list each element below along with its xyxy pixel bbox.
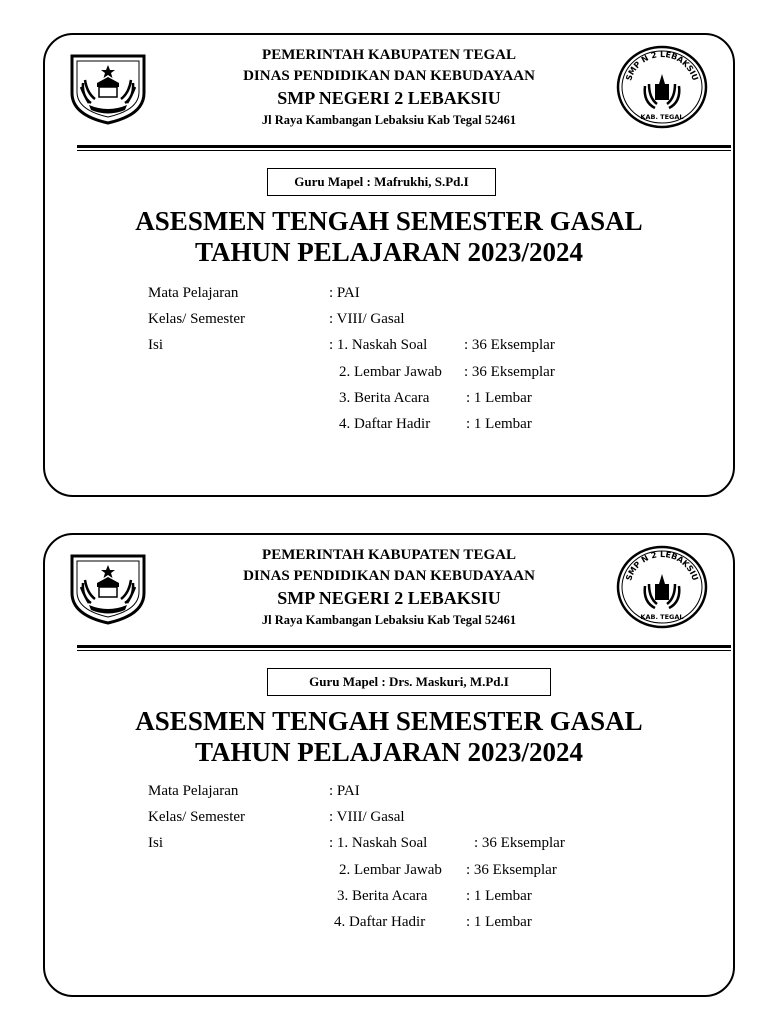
mapel-value: : PAI <box>329 783 360 799</box>
mapel-label: Mata Pelajaran <box>148 285 239 301</box>
letterhead-government: PEMERINTAH KABUPATEN TEGAL <box>262 47 516 63</box>
isi-label: Isi <box>148 835 163 851</box>
item-name: : 1. Naskah Soal <box>329 835 428 851</box>
seal-bottom-text: KAB. TEGAL <box>640 113 684 121</box>
isi-label: Isi <box>148 337 163 353</box>
seal-bottom-text: KAB. TEGAL <box>640 613 684 621</box>
item-qty: : 36 Eksemplar <box>474 835 565 851</box>
letterhead-address: Jl Raya Kambangan Lebaksiu Kab Tegal 52461 <box>261 113 517 127</box>
label-card-2 <box>43 533 735 997</box>
item-qty: : 1 Lembar <box>466 390 532 406</box>
item-name: 4. Daftar Hadir <box>334 914 426 930</box>
letterhead-rule-thick <box>77 145 731 148</box>
teacher-box: Guru Mapel : Drs. Maskuri, M.Pd.I <box>267 668 551 696</box>
exam-title-line1: ASESMEN TENGAH SEMESTER GASAL <box>135 206 643 236</box>
item-qty: : 36 Eksemplar <box>464 337 555 353</box>
letterhead-rule-thin <box>77 650 731 651</box>
exam-title <box>45 206 733 268</box>
letterhead-school-name: SMP NEGERI 2 LEBAKSIU <box>277 588 501 608</box>
kelas-value: : VIII/ Gasal <box>329 311 405 327</box>
mapel-value: : PAI <box>329 285 360 301</box>
exam-title-line1: ASESMEN TENGAH SEMESTER GASAL <box>135 706 643 736</box>
item-qty: : 36 Eksemplar <box>466 862 557 878</box>
kelas-label: Kelas/ Semester <box>148 311 246 327</box>
letterhead-department: DINAS PENDIDIKAN DAN KEBUDAYAAN <box>243 68 535 84</box>
item-name: 2. Lembar Jawab <box>339 862 442 878</box>
label-card-1 <box>43 33 735 497</box>
mapel-label: Mata Pelajaran <box>148 783 239 799</box>
seal-top-text: SMP N 2 LEBAKSIU <box>624 549 700 582</box>
item-qty: : 1 Lembar <box>466 914 532 930</box>
item-name: : 1. Naskah Soal <box>329 337 428 353</box>
kelas-value: : VIII/ Gasal <box>329 809 405 825</box>
item-name: 3. Berita Acara <box>337 888 428 904</box>
exam-title-line2: TAHUN PELAJARAN 2023/2024 <box>194 737 583 767</box>
item-qty: : 1 Lembar <box>466 888 532 904</box>
letterhead-department: DINAS PENDIDIKAN DAN KEBUDAYAAN <box>243 568 535 584</box>
exam-title-line2: TAHUN PELAJARAN 2023/2024 <box>194 237 583 267</box>
teacher-box: Guru Mapel : Mafrukhi, S.Pd.I <box>267 168 496 196</box>
exam-title <box>45 706 733 768</box>
letterhead-school-name: SMP NEGERI 2 LEBAKSIU <box>277 88 501 108</box>
kelas-label: Kelas/ Semester <box>148 809 246 825</box>
school-seal-icon <box>615 44 709 130</box>
item-qty: : 36 Eksemplar <box>464 364 555 380</box>
letterhead-address: Jl Raya Kambangan Lebaksiu Kab Tegal 52461 <box>261 613 517 627</box>
item-qty: : 1 Lembar <box>466 416 532 432</box>
letterhead-rule-thick <box>77 645 731 648</box>
seal-top-text: SMP N 2 LEBAKSIU <box>624 49 700 82</box>
item-name: 3. Berita Acara <box>339 390 430 406</box>
letterhead-government: PEMERINTAH KABUPATEN TEGAL <box>262 547 516 563</box>
letterhead-rule-thin <box>77 150 731 151</box>
item-name: 2. Lembar Jawab <box>339 364 442 380</box>
item-name: 4. Daftar Hadir <box>339 416 431 432</box>
school-seal-icon <box>615 544 709 630</box>
